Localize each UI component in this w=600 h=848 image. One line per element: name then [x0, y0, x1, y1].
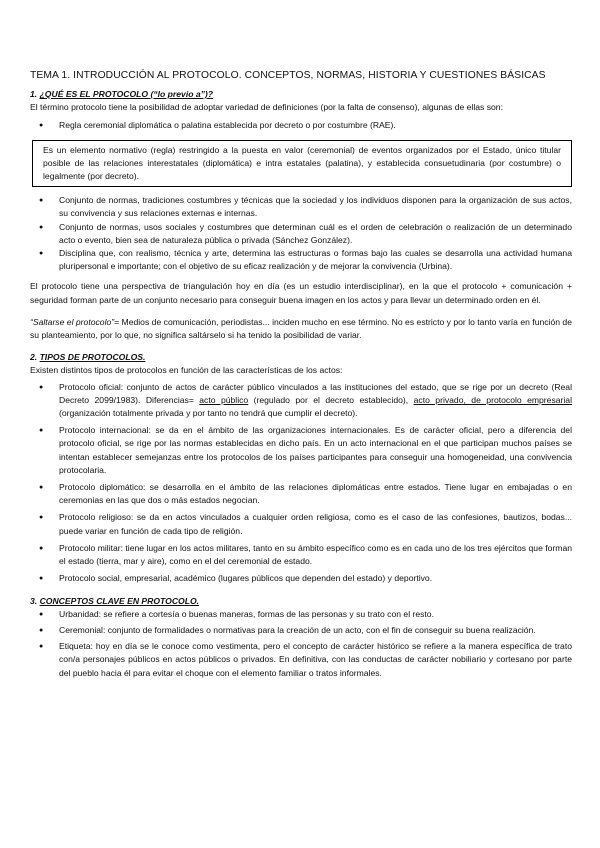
section-title: TIPOS DE PROTOCOLOS.: [39, 352, 146, 363]
list-item: [30, 221, 572, 247]
list-item: [30, 572, 572, 585]
bullet-icon: ●: [39, 197, 44, 205]
list-item: [30, 640, 572, 680]
section-number: 2.: [30, 352, 40, 363]
section-heading-3: [30, 595, 572, 608]
bullet-icon: ●: [39, 514, 44, 522]
list-item: [30, 119, 572, 132]
list-item-text: Protocolo oficial: conjunto de actos de carácter público vinculados a las instituciones del estado, que se rige por un decreto (Real Decreto 2099/1983). Diferencias=: [59, 381, 572, 405]
bullet-icon: ●: [39, 626, 44, 634]
list-item-text: Protocolo internacional: se da en el ámbito de las organizaciones internacionales. Es de carácter oficial, pero a diferencia del protocolo oficial, se rige por las normas establecidas en dicho país. En un acto internacional en el que participan muchos países se intentan establecer semejanzas entre los protocolos de los países participantes para conseguir una homogeneidad, una convivencia protocolaria.: [59, 425, 572, 475]
document-body: [30, 88, 572, 680]
section-heading-2: [30, 351, 572, 364]
bullet-icon: ●: [39, 610, 44, 618]
list-item-text: (regulado por el decreto establecido),: [248, 394, 414, 405]
bullet-icon: ●: [39, 484, 44, 492]
list-item-text: Protocolo religioso: se da en actos vinculados a cualquier orden religiosa, como es el caso de las confesiones, bautizos, bodas... puede variar en función de cada tipo de religión.: [59, 512, 572, 536]
definition-box: Es un elemento normativo (regla) restringido a la puesta en valor (ceremonial) de eventos organizados por el Estado, único titular posible de las relaciones interestatales (diplomática) e intra estatales (palatina), y establecida consuetudinaria (por costumbre) o legalmente (por decreto).: [32, 140, 572, 188]
list-item: [30, 624, 572, 637]
bullet-icon: ●: [39, 122, 44, 130]
document-title: TEMA 1. INTRODUCCIÓN AL PROTOCOLO. CONCEPTOS, NORMAS, HISTORIA Y CUESTIONES BÁSICAS: [30, 70, 546, 81]
bullet-icon: ●: [39, 383, 44, 391]
list-item: [30, 511, 572, 537]
list-item-text: Protocolo diplomático: se desarrolla en el ámbito de las relaciones diplomáticas entre estados. Tiene lugar en embajadas o en ceremonias en las que dos o más estados negocian.: [59, 482, 572, 506]
saltarse-text: = Medios de comunicación, periodistas... inciden mucho en ese término. No es estricto y por lo tanto varía en función de su planteamiento, por lo que, no significa saltárselo si ha tenido la posibilidad de variar.: [30, 316, 572, 341]
section-number: 1.: [30, 89, 40, 99]
definition-list-first: [30, 119, 572, 132]
list-item-text: Protocolo militar: tiene lugar en los actos militares, tanto en su ámbito específico como es en cada uno de los tres ejércitos que forman el estado (tierra, mar y aire), como en el del ceremonial de estado.: [59, 542, 572, 567]
list-item-text: Urbanidad: se refiere a cortesía o buenas maneras, formas de las personas y su trato con el resto.: [59, 608, 434, 619]
bullet-icon: ●: [39, 544, 44, 552]
definition-list: [30, 194, 572, 273]
section-intro: El término protocolo tiene la posibilidad de adoptar variedad de definiciones (por la falta de consenso), algunas de ellas son:: [30, 102, 503, 113]
list-item: [30, 424, 572, 477]
section-heading-1: [30, 88, 572, 101]
list-item: [30, 608, 572, 621]
section-title: ¿QUÉ ES EL PROTOCOLO (“lo previo a”)?: [39, 89, 214, 99]
bullet-icon: ●: [39, 250, 44, 258]
underlined-term: acto público: [199, 394, 249, 405]
bullet-icon: ●: [39, 575, 44, 583]
list-item-text: Ceremonial: conjunto de formalidades o normativas para la creación de un acto, con el fin de conseguir su buena realización.: [59, 624, 536, 635]
bullet-icon: ●: [39, 223, 44, 231]
section-intro: Existen distintos tipos de protocolos en función de las características de los actos:: [30, 365, 343, 376]
section-title: CONCEPTOS CLAVE EN PROTOCOLO.: [39, 595, 200, 606]
saltarse-paragraph: [30, 316, 572, 342]
key-concepts-list: [30, 608, 572, 680]
protocol-types-list: [30, 381, 572, 586]
list-item: [30, 247, 572, 273]
list-item-text: Etiqueta: hoy en día se le conoce como vestimenta, pero el concepto de carácter histórico se refiere a la manera específica de trato con/a personajes públicos en actos públicos o privados. En definitiva, con las conductas de carácter nobiliario y cortesano por parte del pueblo hacia él para evitar el choque con el elemento familiar o tratos informales.: [59, 641, 572, 678]
list-item: [30, 542, 572, 568]
section-number: 3.: [30, 595, 40, 606]
list-item-text: Protocolo social, empresarial, académico (lugares públicos que dependen del estado) y deportivo.: [59, 573, 433, 584]
list-item-text: Conjunto de normas, tradiciones costumbres y técnicas que la sociedad y los individuos disponen para la organización de sus actos, su convivencia y sus relaciones externas e internas.: [59, 195, 572, 219]
underlined-term: acto privado, de protocolo empresarial: [413, 394, 572, 405]
list-item: [30, 194, 572, 220]
list-item-text: (organización totalmente privada y por tanto no tendrá que cumplir el decreto).: [59, 408, 358, 419]
list-item: [30, 381, 572, 421]
list-item-text: Disciplina que, con realismo, técnica y arte, determina las estructuras o formas bajo las cuales se desarrolla una actividad humana pluripersonal e importante; con el objetivo de su eficaz realización y de mejorar la convivencia (Urbina).: [59, 248, 572, 272]
triangulation-paragraph: El protocolo tiene una perspectiva de triangulación hoy en día (es un estudio interdisciplinar), en la que el protocolo + comunicación + seguridad forman parte de un conjunto necesario para conseguir buena imagen en los actos y para llevar un determinado orden en él.: [30, 281, 572, 305]
list-item-text: Regla ceremonial diplomática o palatina establecida por decreto o por costumbre (RAE).: [59, 120, 396, 131]
bullet-icon: ●: [39, 427, 44, 435]
list-item-text: Conjunto de normas, usos sociales y costumbres que determinan cuál es el orden de celebración o realización de un determinado acto o evento, bien sea de naturaleza pública o privada (Sánchez González).: [59, 221, 572, 245]
bullet-icon: ●: [39, 643, 44, 651]
saltarse-term: “Saltarse el protocolo”: [30, 316, 115, 327]
list-item: [30, 481, 572, 507]
